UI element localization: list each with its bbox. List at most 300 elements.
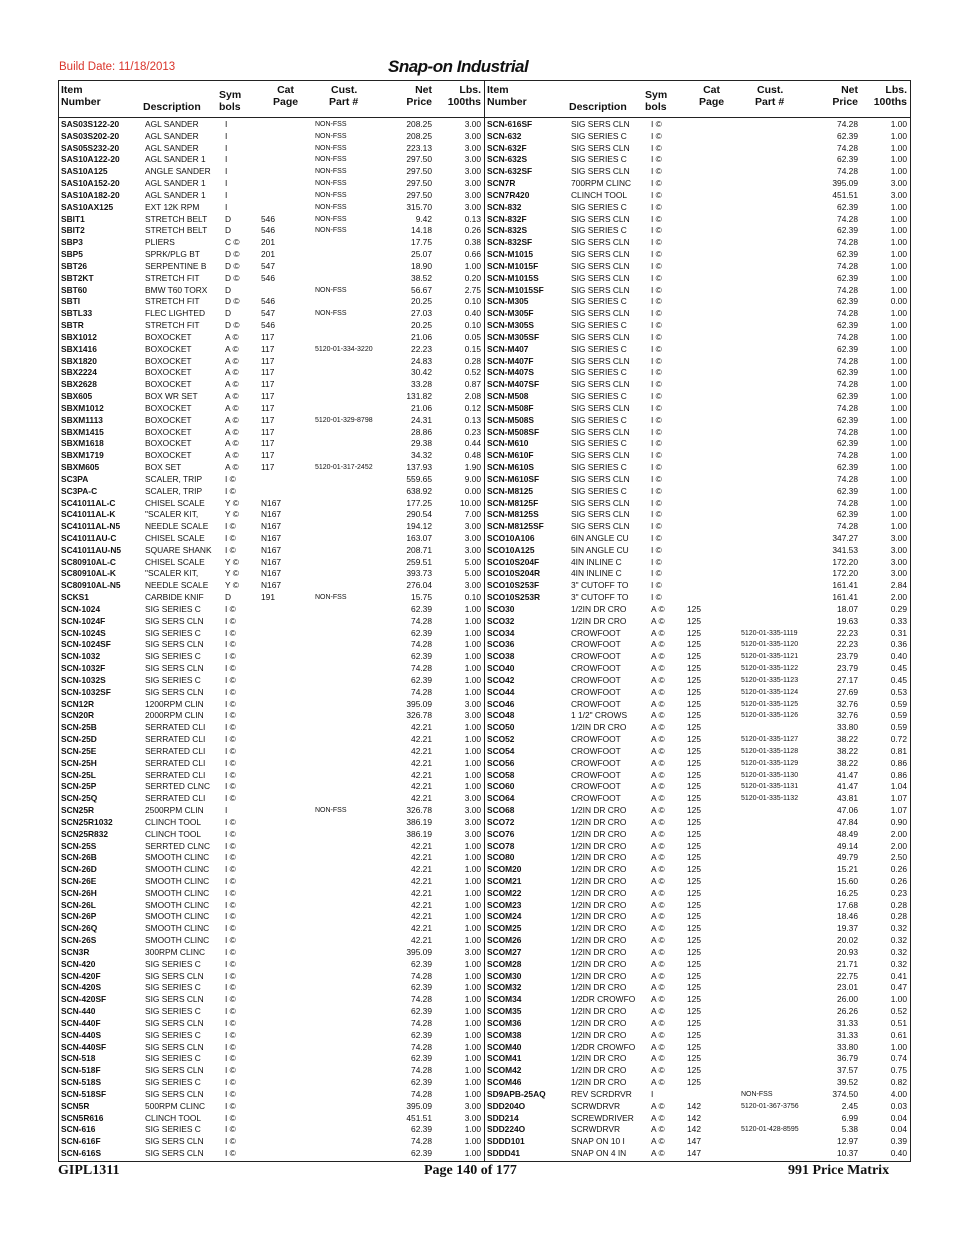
cell-item-number: SCN-M305F [487, 308, 534, 319]
cell-cat-page: 125 [687, 734, 701, 745]
cell-lbs: 3.00 [464, 166, 481, 177]
table-row [485, 533, 910, 545]
footer-title: 991 Price Matrix [788, 1163, 890, 1178]
cell-symbols: A © [651, 781, 665, 792]
cell-lbs: 3.00 [464, 130, 481, 141]
cell-description: SIG SERS CLN [145, 1088, 204, 1099]
cell-net-price: 38.22 [837, 745, 858, 756]
cell-item-number: SCO10A106 [487, 532, 535, 543]
cell-symbols: I [225, 201, 228, 212]
cell-net-price: 326.78 [406, 805, 432, 816]
cell-item-number: SAS10A122-20 [61, 154, 120, 165]
table-row [485, 675, 910, 687]
table-row [485, 982, 910, 994]
cell-description: SIG SERS CLN [571, 426, 630, 437]
cell-net-price: 42.21 [411, 899, 432, 910]
cell-description: 1/2IN DR CRO [571, 840, 627, 851]
cell-cust-part: 5120-01-335-1128 [741, 747, 799, 755]
cell-cust-part: 5120-01-335-1123 [741, 676, 799, 684]
cell-description: AGL SANDER [145, 130, 199, 141]
cell-description: SIG SERS CLN [571, 497, 630, 508]
cell-net-price: 62.39 [837, 296, 858, 307]
cell-cust-part: 5120-01-335-1126 [741, 712, 799, 720]
cell-symbols: I © [225, 473, 236, 484]
cell-net-price: 2.45 [841, 1100, 858, 1111]
cell-cat-page: 117 [261, 414, 275, 425]
cell-item-number: SCN-M508 [487, 391, 529, 402]
table-row [59, 699, 484, 711]
cell-item-number: SCN-M305SF [487, 331, 540, 342]
cell-cat-page: N167 [261, 568, 282, 579]
table-row [485, 367, 910, 379]
cell-item-number: SDDD101 [487, 1136, 525, 1147]
cell-net-price: 33.80 [837, 1041, 858, 1052]
cell-description: 5IN ANGLE CU [571, 544, 629, 555]
table-row [485, 202, 910, 214]
cell-lbs: 1.00 [464, 876, 481, 886]
cell-lbs: 0.32 [890, 935, 907, 946]
cell-net-price: 74.28 [411, 1041, 432, 1052]
table-row [59, 864, 484, 876]
table-row [59, 971, 484, 983]
table-row [59, 1042, 484, 1054]
cell-lbs: 1.00 [464, 1065, 481, 1076]
cell-description: SIG SERS CLN [145, 1041, 204, 1052]
cell-cat-page: 125 [687, 1017, 701, 1028]
table-row [59, 592, 484, 604]
cell-cust-part: 5120-01-335-1122 [741, 665, 799, 673]
cell-lbs: 0.00 [464, 485, 481, 496]
cell-net-price: 74.28 [837, 284, 858, 295]
cell-net-price: 38.22 [837, 757, 858, 768]
cell-cat-page: 546 [261, 320, 275, 331]
cell-lbs: 0.81 [890, 745, 907, 756]
cell-lbs: 0.31 [890, 627, 907, 638]
cell-cust-part: 5120-01-335-1124 [741, 688, 799, 696]
cell-cat-page: 125 [687, 805, 701, 816]
cell-item-number: SCN-1024 [61, 603, 101, 614]
cell-lbs: 0.04 [890, 1112, 907, 1123]
cell-net-price: 62.39 [411, 1029, 432, 1040]
cell-symbols: A © [651, 1029, 665, 1040]
table-row [59, 521, 484, 533]
cell-lbs: 2.00 [890, 592, 907, 603]
cell-net-price: 49.79 [837, 852, 858, 863]
cell-item-number: SBX1416 [61, 343, 97, 354]
cell-description: CHISEL SCALE [145, 532, 205, 543]
cell-symbols: A © [651, 994, 665, 1005]
cell-net-price: 74.28 [837, 426, 858, 437]
cell-description: 6IN ANGLE CU [571, 532, 629, 543]
cell-item-number: SCN-M8125S [487, 509, 539, 520]
cell-cat-page: 125 [687, 674, 701, 685]
cell-lbs: 0.10 [464, 296, 481, 307]
cell-net-price: 208.25 [406, 119, 432, 129]
cell-description: SIG SERIES C [571, 462, 627, 473]
table-row [59, 154, 484, 166]
cell-net-price: 12.97 [837, 1136, 858, 1147]
cell-item-number: SCO60 [487, 781, 515, 792]
cell-description: 1/2IN DR CRO [571, 805, 627, 816]
cell-symbols: I © [225, 876, 236, 886]
cell-item-number: SCN-26S [61, 935, 97, 946]
cell-lbs: 0.04 [890, 1124, 907, 1135]
cell-lbs: 0.36 [890, 639, 907, 650]
cell-lbs: 2.84 [890, 580, 907, 591]
cell-description: SIG SERS CLN [145, 1017, 204, 1028]
cell-cat-page: 125 [687, 781, 701, 792]
cell-item-number: SCO78 [487, 840, 515, 851]
cell-symbols: I © [225, 521, 236, 532]
cell-net-price: 15.60 [837, 876, 858, 886]
cell-net-price: 62.39 [837, 320, 858, 331]
cell-description: SIG SERS CLN [571, 308, 630, 319]
cell-net-price: 37.57 [837, 1065, 858, 1076]
cell-symbols: Y © [225, 497, 239, 508]
cell-cat-page: 125 [687, 899, 701, 910]
table-row [59, 829, 484, 841]
cell-description: 1/2IN DR CRO [571, 946, 627, 957]
cell-cat-page: 125 [687, 852, 701, 863]
cell-item-number: SCN25R [61, 805, 95, 816]
table-row [485, 285, 910, 297]
table-row [485, 356, 910, 368]
cell-cust-part: 5120-01-334-3220 [315, 345, 373, 353]
cell-symbols: I © [225, 1006, 236, 1017]
cell-item-number: SCN-M508S [487, 414, 535, 425]
cell-net-price: 30.42 [411, 367, 432, 378]
cell-description: CROWFOOT [571, 793, 621, 804]
cell-lbs: 0.90 [890, 816, 907, 827]
cell-item-number: SCN-440SF [61, 1041, 107, 1052]
table-row [485, 651, 910, 663]
cell-item-number: SCN-M1015SF [487, 284, 544, 295]
table-row [59, 1148, 484, 1160]
cell-lbs: 0.51 [890, 1017, 907, 1028]
cell-symbols: I © [225, 982, 236, 993]
cell-item-number: SCOM22 [487, 887, 522, 898]
cell-description: SMOOTH CLINC [145, 852, 210, 863]
cell-item-number: SC80910AL-K [61, 568, 116, 579]
cell-lbs: 1.00 [464, 722, 481, 733]
table-row [485, 817, 910, 829]
cell-item-number: SCN-25E [61, 745, 97, 756]
table-row [59, 1030, 484, 1042]
cell-cat-page: 125 [687, 757, 701, 768]
table-row [485, 947, 910, 959]
price-table [58, 80, 911, 1162]
cell-lbs: 3.00 [464, 793, 481, 804]
cell-net-price: 42.21 [411, 911, 432, 922]
cell-net-price: 62.39 [411, 603, 432, 614]
cell-description: CROWFOOT [571, 686, 621, 697]
cell-description: BOXOCKET [145, 450, 192, 461]
cell-item-number: SCOM20 [487, 864, 522, 875]
cell-lbs: 1.00 [464, 260, 481, 271]
cell-description: 1/2IN DR CRO [571, 970, 627, 981]
cell-net-price: 62.39 [837, 130, 858, 141]
cell-net-price: 20.93 [837, 946, 858, 957]
table-row [485, 225, 910, 237]
cell-net-price: 9.42 [415, 213, 432, 224]
cell-lbs: 3.00 [890, 544, 907, 555]
cell-net-price: 42.21 [411, 722, 432, 733]
table-row [485, 237, 910, 249]
cell-symbols: I © [225, 852, 236, 863]
table-row [59, 959, 484, 971]
cell-net-price: 74.28 [837, 450, 858, 461]
cell-symbols: I © [651, 402, 662, 413]
table-row [485, 545, 910, 557]
cell-net-price: 48.49 [837, 828, 858, 839]
cell-symbols: A © [651, 816, 665, 827]
cell-cat-page: 125 [687, 994, 701, 1005]
cell-lbs: 1.00 [464, 864, 481, 875]
cell-net-price: 15.21 [837, 864, 858, 875]
cell-cat-page: N167 [261, 544, 282, 555]
cell-symbols: I © [651, 308, 662, 319]
cell-net-price: 137.93 [406, 462, 432, 473]
table-row [485, 509, 910, 521]
cell-item-number: SCN-1024SF [61, 639, 111, 650]
cell-item-number: SCN20R [61, 710, 95, 721]
cell-symbols: I © [225, 911, 236, 922]
cell-net-price: 42.21 [411, 745, 432, 756]
cell-symbols: I © [651, 249, 662, 260]
cell-description: SIG SERS CLN [145, 686, 204, 697]
cell-item-number: SCO68 [487, 805, 515, 816]
table-row [485, 486, 910, 498]
cell-description: 4IN INLINE C [571, 568, 622, 579]
table-row [485, 888, 910, 900]
table-row [485, 450, 910, 462]
table-row [485, 876, 910, 888]
table-row [485, 154, 910, 166]
cell-cat-page: 125 [687, 1041, 701, 1052]
table-row [59, 166, 484, 178]
cell-description: 1/2IN DR CRO [571, 828, 627, 839]
cell-lbs: 0.26 [890, 864, 907, 875]
cell-item-number: SCN-M407 [487, 343, 529, 354]
table-row [485, 1042, 910, 1054]
cell-net-price: 24.31 [411, 414, 432, 425]
cell-item-number: SCOM24 [487, 911, 522, 922]
cell-net-price: 62.39 [837, 201, 858, 212]
cell-symbols: I © [651, 166, 662, 177]
cell-item-number: SCN-420F [61, 970, 101, 981]
cell-item-number: SCOM40 [487, 1041, 522, 1052]
cell-symbols: D © [225, 249, 240, 260]
cell-lbs: 0.40 [890, 651, 907, 662]
cell-item-number: SCOM36 [487, 1017, 522, 1028]
cell-symbols: I © [651, 556, 662, 567]
cell-cat-page: 125 [687, 1006, 701, 1017]
cell-lbs: 0.13 [464, 213, 481, 224]
cell-cat-page: 125 [687, 864, 701, 875]
cell-symbols: I © [651, 331, 662, 342]
table-row [59, 1101, 484, 1113]
cell-item-number: SCO48 [487, 710, 515, 721]
cell-net-price: 32.76 [837, 698, 858, 709]
table-row [485, 320, 910, 332]
cell-net-price: 20.25 [411, 296, 432, 307]
cell-symbols: A © [651, 935, 665, 946]
cell-symbols: I [225, 130, 228, 141]
cell-item-number: SCN-420SF [61, 994, 107, 1005]
cell-symbols: A © [651, 1136, 665, 1147]
cell-lbs: 1.00 [464, 1017, 481, 1028]
cell-item-number: SCN-616F [61, 1136, 101, 1147]
table-row [59, 486, 484, 498]
cell-lbs: 2.75 [464, 284, 481, 295]
cell-cat-page: 125 [687, 958, 701, 969]
cell-lbs: 0.20 [464, 272, 481, 283]
cell-item-number: SCN-M508F [487, 402, 534, 413]
cell-net-price: 62.39 [411, 1148, 432, 1159]
table-row [485, 498, 910, 510]
cell-cat-page: 125 [687, 887, 701, 898]
cell-item-number: SCO46 [487, 698, 515, 709]
cell-lbs: 1.00 [890, 249, 907, 260]
cell-cust-part: NON-FSS [315, 594, 347, 602]
cell-net-price: 74.28 [837, 119, 858, 129]
cell-lbs: 1.00 [890, 497, 907, 508]
cell-cat-page: 125 [687, 603, 701, 614]
cell-symbols: D © [225, 320, 240, 331]
cell-item-number: SCN-832S [487, 225, 528, 236]
cell-description: STRETCH FIT [145, 320, 200, 331]
cell-cat-page: 125 [687, 946, 701, 957]
cell-item-number: SCO38 [487, 651, 515, 662]
cell-description: 4IN INLINE C [571, 556, 622, 567]
cell-lbs: 3.00 [890, 556, 907, 567]
cell-symbols: A © [225, 379, 239, 390]
cell-lbs: 0.23 [890, 887, 907, 898]
cell-lbs: 2.50 [890, 852, 907, 863]
cell-lbs: 9.00 [464, 473, 481, 484]
cell-cat-page: 125 [687, 840, 701, 851]
cell-item-number: SBIT2 [61, 225, 85, 236]
table-row [59, 687, 484, 699]
cell-lbs: 1.00 [890, 130, 907, 141]
cell-net-price: 33.28 [411, 379, 432, 390]
cell-item-number: SBXM1618 [61, 438, 104, 449]
cell-description: 1/2IN DR CRO [571, 923, 627, 934]
cell-description: SMOOTH CLINC [145, 923, 210, 934]
cell-symbols: A © [651, 793, 665, 804]
cell-description: CROWFOOT [571, 734, 621, 745]
cell-description: SIG SERIES C [145, 1077, 201, 1088]
cell-lbs: 3.00 [464, 710, 481, 721]
cell-description: SERRATED CLI [145, 745, 206, 756]
table-row [485, 119, 910, 131]
cell-lbs: 0.87 [464, 379, 481, 390]
cell-lbs: 1.00 [890, 119, 907, 129]
cell-symbols: A © [651, 745, 665, 756]
cell-description: STRETCH BELT [145, 225, 208, 236]
cell-lbs: 0.66 [464, 249, 481, 260]
cell-net-price: 62.39 [411, 1077, 432, 1088]
cell-description: SIG SERS CLN [571, 284, 630, 295]
cell-lbs: 1.00 [464, 651, 481, 662]
cell-item-number: SD9APB-25AQ [487, 1088, 546, 1099]
cell-description: SCREWDRIVER [571, 1112, 634, 1123]
cell-symbols: D © [225, 296, 240, 307]
cell-symbols: A © [651, 722, 665, 733]
cell-symbols: I [225, 189, 228, 200]
cell-lbs: 0.26 [890, 876, 907, 886]
cell-cat-page: 125 [687, 769, 701, 780]
cell-item-number: SCO32 [487, 615, 515, 626]
cell-description: CARBIDE KNIF [145, 592, 204, 603]
cell-lbs: 0.38 [464, 237, 481, 248]
cell-lbs: 1.00 [464, 1124, 481, 1135]
cell-description: SERRATED CLI [145, 769, 206, 780]
cell-description: SIG SERS CLN [571, 379, 630, 390]
cell-description: 1/2IN DR CRO [571, 935, 627, 946]
cell-symbols: I © [225, 1148, 236, 1159]
cell-lbs: 0.86 [890, 769, 907, 780]
table-row [485, 1006, 910, 1018]
cell-item-number: SBIT1 [61, 213, 85, 224]
cell-item-number: SCOM26 [487, 935, 522, 946]
cell-lbs: 3.00 [890, 189, 907, 200]
cell-cust-part: 5120-01-335-1129 [741, 759, 799, 767]
cell-description: CHISEL SCALE [145, 556, 205, 567]
table-row [59, 273, 484, 285]
cell-item-number: SCN-26L [61, 899, 96, 910]
cell-cat-page: 125 [687, 793, 701, 804]
table-row [485, 722, 910, 734]
cell-net-price: 395.09 [406, 698, 432, 709]
cell-lbs: 0.61 [890, 1029, 907, 1040]
cell-cat-page: 117 [261, 391, 275, 402]
cell-description: 1/2IN DR CRO [571, 1053, 627, 1064]
cell-net-price: 26.00 [837, 994, 858, 1005]
cell-lbs: 1.00 [464, 1077, 481, 1088]
cell-net-price: 27.69 [837, 686, 858, 697]
cell-symbols: A © [651, 1124, 665, 1135]
cell-net-price: 74.28 [411, 663, 432, 674]
cell-symbols: D [225, 213, 232, 224]
cell-lbs: 0.41 [890, 970, 907, 981]
cell-net-price: 21.71 [837, 958, 858, 969]
cell-symbols: I © [225, 958, 236, 969]
cell-lbs: 0.53 [890, 686, 907, 697]
cell-net-price: 6.99 [841, 1112, 858, 1123]
cell-description: CHISEL SCALE [145, 497, 205, 508]
cell-cust-part: 5120-01-329-8798 [315, 416, 373, 424]
cell-symbols: A © [225, 331, 239, 342]
cell-description: BOXOCKET [145, 343, 192, 354]
header-cust-part: Cust. Part # [329, 84, 359, 108]
cell-net-price: 297.50 [406, 154, 432, 165]
cell-item-number: SBX1012 [61, 331, 97, 342]
cell-net-price: 42.21 [411, 734, 432, 745]
cell-lbs: 3.00 [890, 568, 907, 579]
cell-net-price: 395.09 [832, 178, 858, 189]
cell-description: SIG SERIES C [145, 1006, 201, 1017]
cell-item-number: SCOM25 [487, 923, 522, 934]
cell-item-number: SCN-M305 [487, 296, 529, 307]
cell-symbols: A © [651, 651, 665, 662]
cell-symbols: A © [225, 426, 239, 437]
cell-symbols: A © [651, 828, 665, 839]
table-row [485, 427, 910, 439]
cell-net-price: 131.82 [406, 391, 432, 402]
cell-lbs: 1.00 [890, 1041, 907, 1052]
cell-item-number: SCOM23 [487, 899, 522, 910]
